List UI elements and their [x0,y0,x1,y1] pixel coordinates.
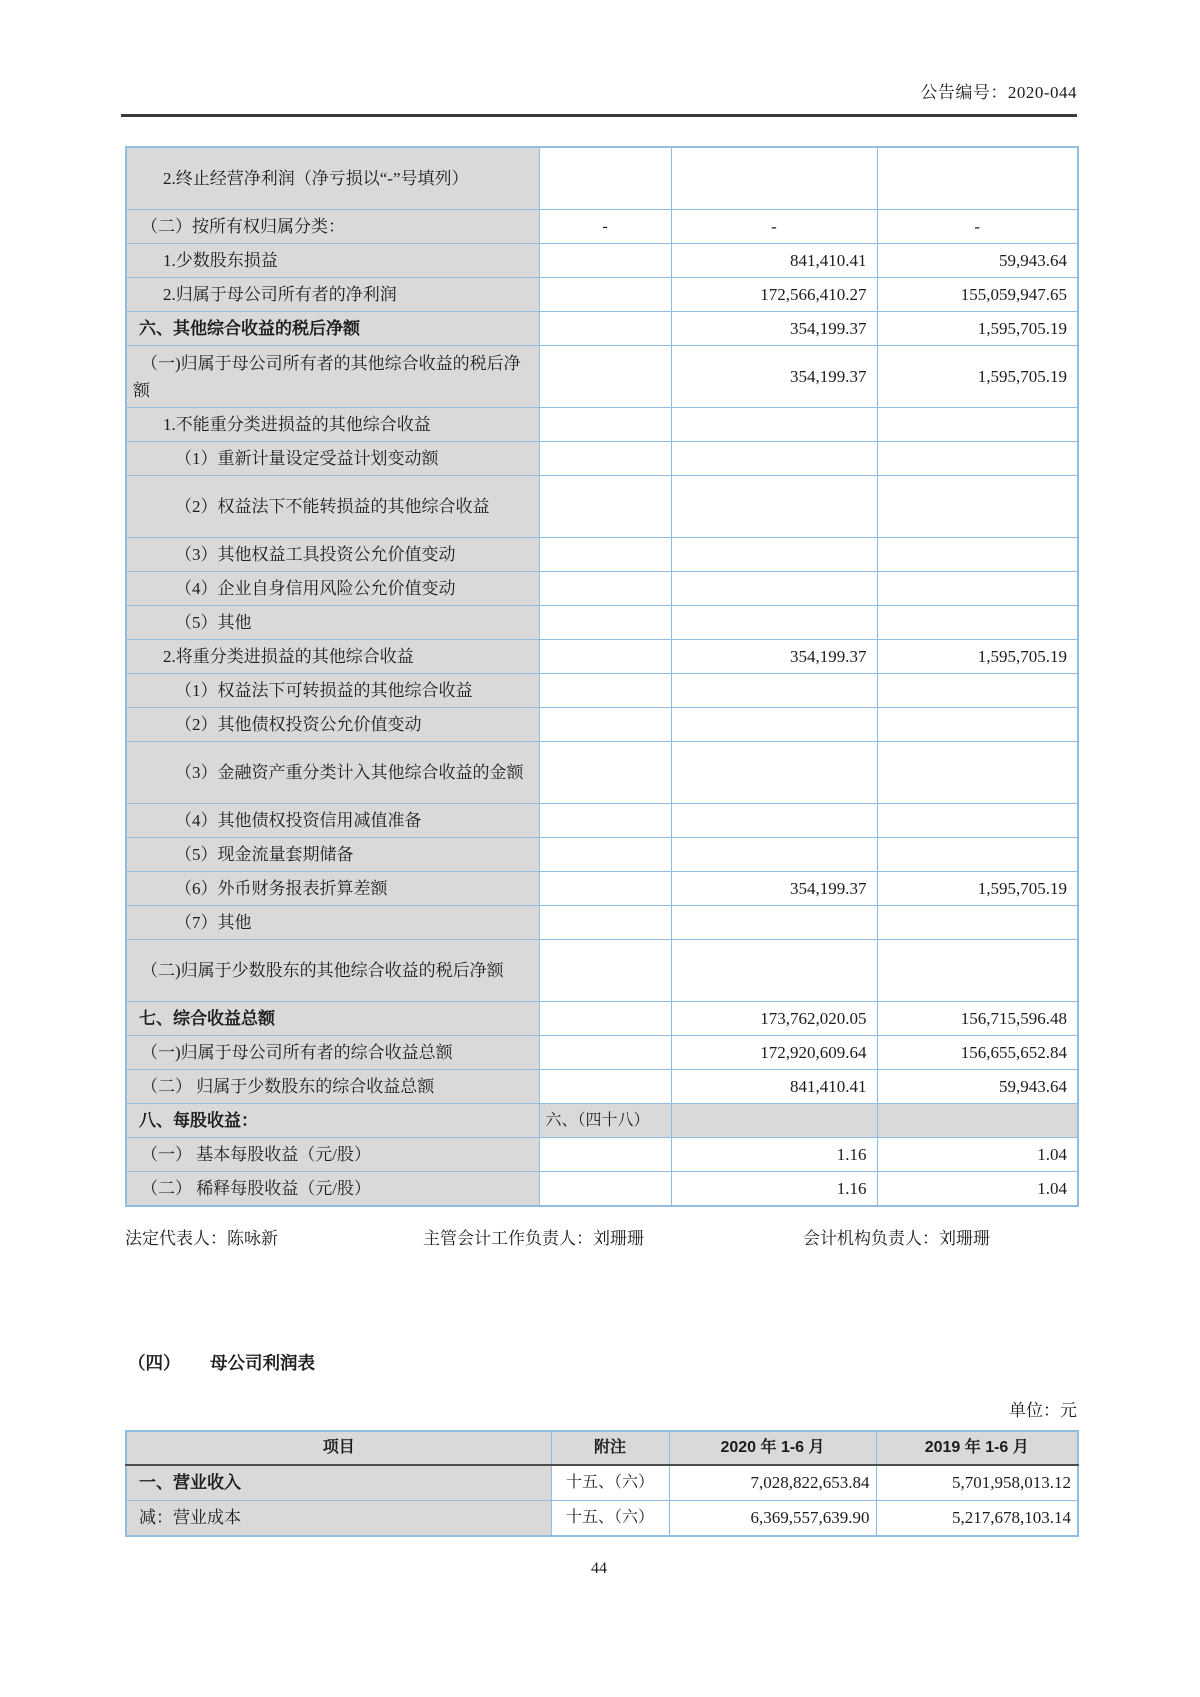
note-cell [539,838,671,872]
note-cell [539,312,671,346]
value-2019-cell: 1.04 [877,1172,1078,1207]
value-2020-cell [671,838,877,872]
row-label-cell: （6）外币财务报表折算差额 [126,872,539,906]
column-header-item: 项目 [126,1431,551,1465]
value-2019-cell [877,147,1078,210]
row-label-cell: （4）其他债权投资信用减值准备 [126,804,539,838]
value-2020-cell: 354,199.37 [671,640,877,674]
table-row [126,476,1078,538]
note-cell [539,708,671,742]
value-2020-cell [671,442,877,476]
row-label-cell: （1）权益法下可转损益的其他综合收益 [126,674,539,708]
table-row [126,906,1078,940]
row-label-cell: （5）现金流量套期储备 [126,838,539,872]
value-2020-cell [671,408,877,442]
chief-accounting-officer: 主管会计工作负责人：刘珊珊 [423,1229,644,1248]
value-2019-cell: 5,217,678,103.14 [876,1501,1078,1537]
note-cell [539,1138,671,1172]
row-label-cell: 2.将重分类进损益的其他综合收益 [126,640,539,674]
parent-table-header-row [126,1431,1078,1465]
note-cell: 十五、（六） [551,1465,669,1501]
note-cell [539,538,671,572]
value-2020-cell [671,606,877,640]
note-cell: 十五、（六） [551,1501,669,1537]
value-2019-cell [877,408,1078,442]
consolidated-income-table-body [126,147,1078,1206]
value-2020-cell: 172,566,410.27 [671,278,877,312]
parent-income-table-body [126,1465,1078,1536]
value-2019-cell [877,476,1078,538]
note-cell: - [539,210,671,244]
table-row [126,1002,1078,1036]
row-label-cell: （3）金融资产重分类计入其他综合收益的金额 [126,742,539,804]
table-row [126,1172,1078,1207]
value-2019-cell: 59,943.64 [877,1070,1078,1104]
value-2019-cell [877,538,1078,572]
table-row [126,244,1078,278]
row-label-cell: 八、每股收益： [126,1104,539,1138]
note-cell [539,872,671,906]
table-row [126,640,1078,674]
table-row [126,572,1078,606]
value-2020-cell [671,804,877,838]
row-label-cell: （二)归属于少数股东的其他综合收益的税后净额 [126,940,539,1002]
value-2020-cell [671,538,877,572]
row-label-cell: 2.终止经营净利润（净亏损以“-”号填列） [126,147,539,210]
value-2020-cell [671,476,877,538]
note-cell [539,346,671,408]
value-2019-cell [877,606,1078,640]
note-cell [539,572,671,606]
value-2020-cell [671,906,877,940]
row-label-cell: （一)归属于母公司所有者的综合收益总额 [126,1036,539,1070]
note-cell: 六、（四十八） [539,1104,671,1138]
note-cell [539,906,671,940]
row-label-cell: （二） 稀释每股收益（元/股） [126,1172,539,1207]
table-row [126,606,1078,640]
row-label-cell: 1.不能重分类进损益的其他综合收益 [126,408,539,442]
table-row [126,346,1078,408]
value-2019-cell: - [877,210,1078,244]
value-2019-cell [877,906,1078,940]
table-row [126,1501,1078,1537]
note-cell [539,1002,671,1036]
value-2020-cell [671,940,877,1002]
table-row [126,674,1078,708]
note-cell [539,742,671,804]
note-cell [539,1070,671,1104]
note-cell [539,147,671,210]
row-label-cell: （2）权益法下不能转损益的其他综合收益 [126,476,539,538]
row-label-cell: 七、综合收益总额 [126,1002,539,1036]
value-2019-cell [877,708,1078,742]
value-2019-cell: 5,701,958,013.12 [876,1465,1078,1501]
table-row [126,940,1078,1002]
table-row [126,312,1078,346]
section-title: 母公司利润表 [210,1353,315,1373]
value-2019-cell: 1.04 [877,1138,1078,1172]
value-2020-cell [671,708,877,742]
value-2020-cell: 841,410.41 [671,1070,877,1104]
section-number: （四） [128,1353,181,1373]
parent-income-table [125,1430,1079,1537]
value-2020-cell: 7,028,822,653.84 [669,1465,876,1501]
value-2020-cell: 172,920,609.64 [671,1036,877,1070]
table-row [126,742,1078,804]
row-label-cell: （一)归属于母公司所有者的其他综合收益的税后净额 [126,346,539,408]
value-2020-cell [671,147,877,210]
value-2019-cell [877,442,1078,476]
note-cell [539,278,671,312]
note-cell [539,640,671,674]
header-rule [121,114,1077,117]
note-cell [539,476,671,538]
value-2020-cell: 354,199.37 [671,346,877,408]
value-2019-cell: 1,595,705.19 [877,312,1078,346]
table-row [126,210,1078,244]
note-cell [539,442,671,476]
table-row [126,1104,1078,1138]
row-label-cell: 一、营业收入 [126,1465,551,1501]
value-2020-cell [671,1104,877,1138]
value-2020-cell: 1.16 [671,1172,877,1207]
legal-representative: 法定代表人：陈咏新 [125,1229,278,1248]
note-cell [539,244,671,278]
row-label-cell: （7）其他 [126,906,539,940]
table-row [126,1070,1078,1104]
note-cell [539,1172,671,1207]
table-row [126,804,1078,838]
value-2020-cell [671,572,877,606]
value-2019-cell [877,838,1078,872]
row-label-cell: （二）按所有权归属分类： [126,210,539,244]
row-label-cell: （二） 归属于少数股东的综合收益总额 [126,1070,539,1104]
column-header-2020: 2020 年 1-6 月 [669,1431,876,1465]
note-cell [539,1036,671,1070]
value-2020-cell: 1.16 [671,1138,877,1172]
value-2020-cell: 173,762,020.05 [671,1002,877,1036]
value-2020-cell: 6,369,557,639.90 [669,1501,876,1537]
value-2020-cell [671,742,877,804]
table-row [126,708,1078,742]
value-2019-cell: 1,595,705.19 [877,346,1078,408]
row-label-cell: 2.归属于母公司所有者的净利润 [126,278,539,312]
row-label-cell: 六、其他综合收益的税后净额 [126,312,539,346]
value-2019-cell: 59,943.64 [877,244,1078,278]
value-2020-cell: - [671,210,877,244]
row-label-cell: （1）重新计量设定受益计划变动额 [126,442,539,476]
value-2019-cell: 156,715,596.48 [877,1002,1078,1036]
row-label-cell: （5）其他 [126,606,539,640]
value-2019-cell [877,804,1078,838]
note-cell [539,804,671,838]
value-2019-cell [877,1104,1078,1138]
value-2020-cell: 354,199.37 [671,872,877,906]
section-heading [128,1350,315,1375]
unit-label: 单位：元 [1009,1401,1077,1420]
table-row [126,1036,1078,1070]
accounting-department-head: 会计机构负责人：刘珊珊 [803,1229,990,1248]
table-row [126,538,1078,572]
value-2019-cell [877,572,1078,606]
value-2020-cell [671,674,877,708]
note-cell [539,674,671,708]
consolidated-income-table [125,146,1079,1207]
row-label-cell: （2）其他债权投资公允价值变动 [126,708,539,742]
table-row [126,442,1078,476]
value-2020-cell: 841,410.41 [671,244,877,278]
value-2020-cell: 354,199.37 [671,312,877,346]
table-row [126,838,1078,872]
table-row [126,1138,1078,1172]
note-cell [539,940,671,1002]
column-header-2019: 2019 年 1-6 月 [876,1431,1078,1465]
row-label-cell: （4）企业自身信用风险公允价值变动 [126,572,539,606]
value-2019-cell: 156,655,652.84 [877,1036,1078,1070]
value-2019-cell: 155,059,947.65 [877,278,1078,312]
table-row [126,1465,1078,1501]
row-label-cell: （一） 基本每股收益（元/股） [126,1138,539,1172]
note-cell [539,408,671,442]
column-header-note: 附注 [551,1431,669,1465]
note-cell [539,606,671,640]
value-2019-cell [877,742,1078,804]
signature-line [125,1224,1077,1250]
row-label-cell: 减：营业成本 [126,1501,551,1537]
table-row [126,278,1078,312]
value-2019-cell: 1,595,705.19 [877,640,1078,674]
row-label-cell: 1.少数股东损益 [126,244,539,278]
page-number: 44 [591,1560,607,1577]
value-2019-cell [877,674,1078,708]
announcement-number: 公告编号：2020-044 [920,83,1077,102]
table-row [126,408,1078,442]
value-2019-cell [877,940,1078,1002]
table-row [126,872,1078,906]
row-label-cell: （3）其他权益工具投资公允价值变动 [126,538,539,572]
value-2019-cell: 1,595,705.19 [877,872,1078,906]
table-row [126,147,1078,210]
